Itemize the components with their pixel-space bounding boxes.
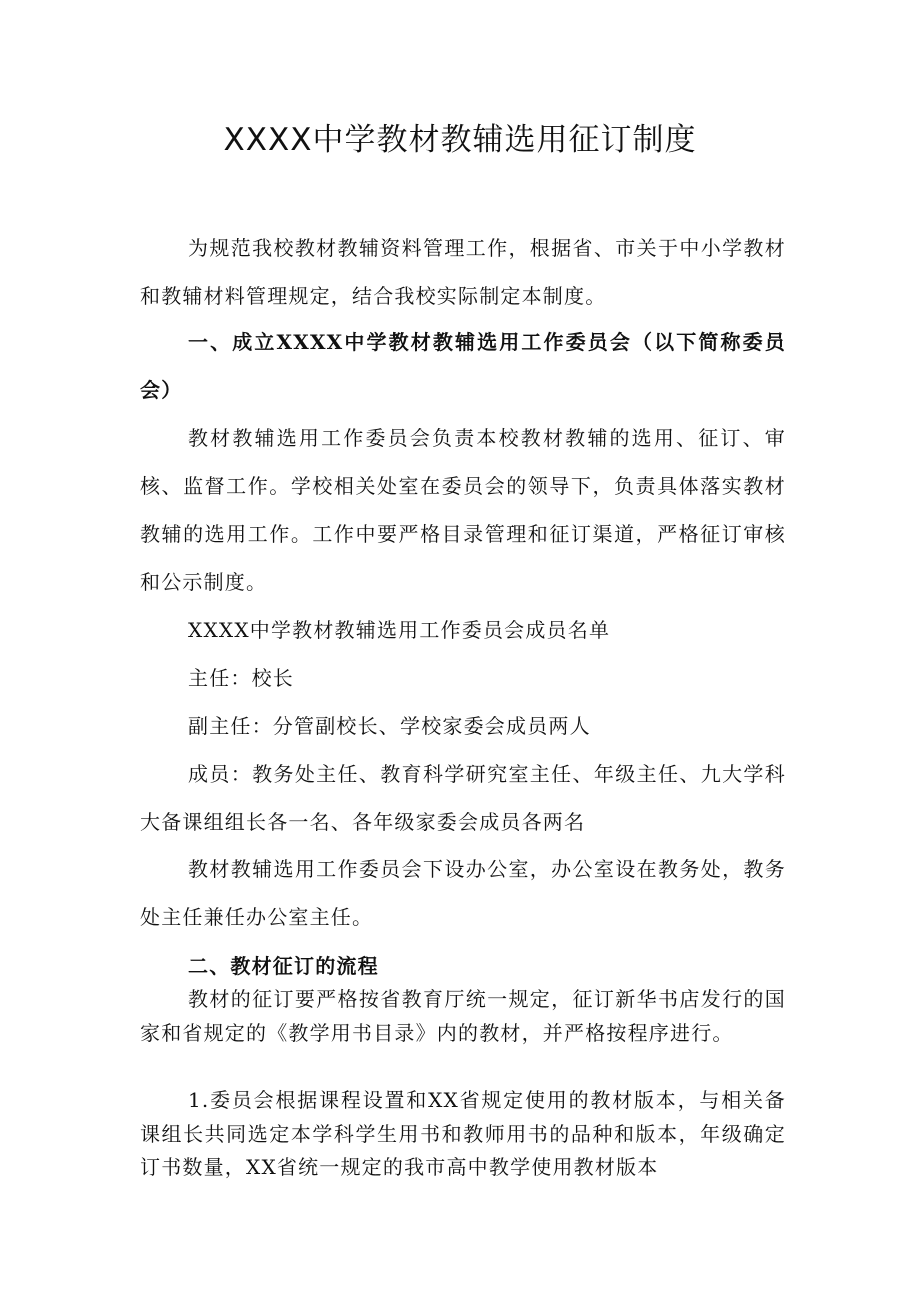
step-1-paragraph: 1.委员会根据课程设置和XX省规定使用的教材版本，与相关备课组长共同选定本学科学生用书和教师用书的品种和版本，年级确定订书数量，XX省统一规定的我市高中教学使用教材版本 (140, 1088, 786, 1179)
member-list-heading: XXXX中学教材教辅选用工作委员会成员名单 (188, 618, 611, 642)
section-heading-1: 一、成立XXXX中学教材教辅选用工作委员会（以下简称委员会） (140, 330, 786, 402)
ordering-paragraph: 教材的征订要严格按省教育厅统一规定，征订新华书店发行的国家和省规定的《教学用书目录》内的教材，并严格按程序进行。 (140, 987, 786, 1045)
section-heading-2: 二、教材征订的流程 (188, 954, 379, 978)
director-line: 主任：校长 (188, 666, 294, 690)
office-paragraph: 教材教辅选用工作委员会下设办公室，办公室设在教务处，教务处主任兼任办公室主任。 (140, 857, 786, 929)
members-line: 成员：教务处主任、教育科学研究室主任、年级主任、九大学科大备课组组长各一名、各年级家委会成员各两名 (140, 762, 786, 834)
document-title: XXXX中学教材教辅选用征订制度 (223, 122, 697, 158)
intro-paragraph: 为规范我校教材教辅资料管理工作，根据省、市关于中小学教材和教辅材料管理规定，结合我校实际制定本制度。 (140, 236, 786, 308)
committee-duty-paragraph: 教材教辅选用工作委员会负责本校教材教辅的选用、征订、审核、监督工作。学校相关处室在委员会的领导下，负责具体落实教材教辅的选用工作。工作中要严格目录管理和征订渠道，严格征订审核和公示制度。 (140, 426, 786, 594)
deputy-director-line: 副主任：分管副校长、学校家委会成员两人 (188, 714, 591, 738)
